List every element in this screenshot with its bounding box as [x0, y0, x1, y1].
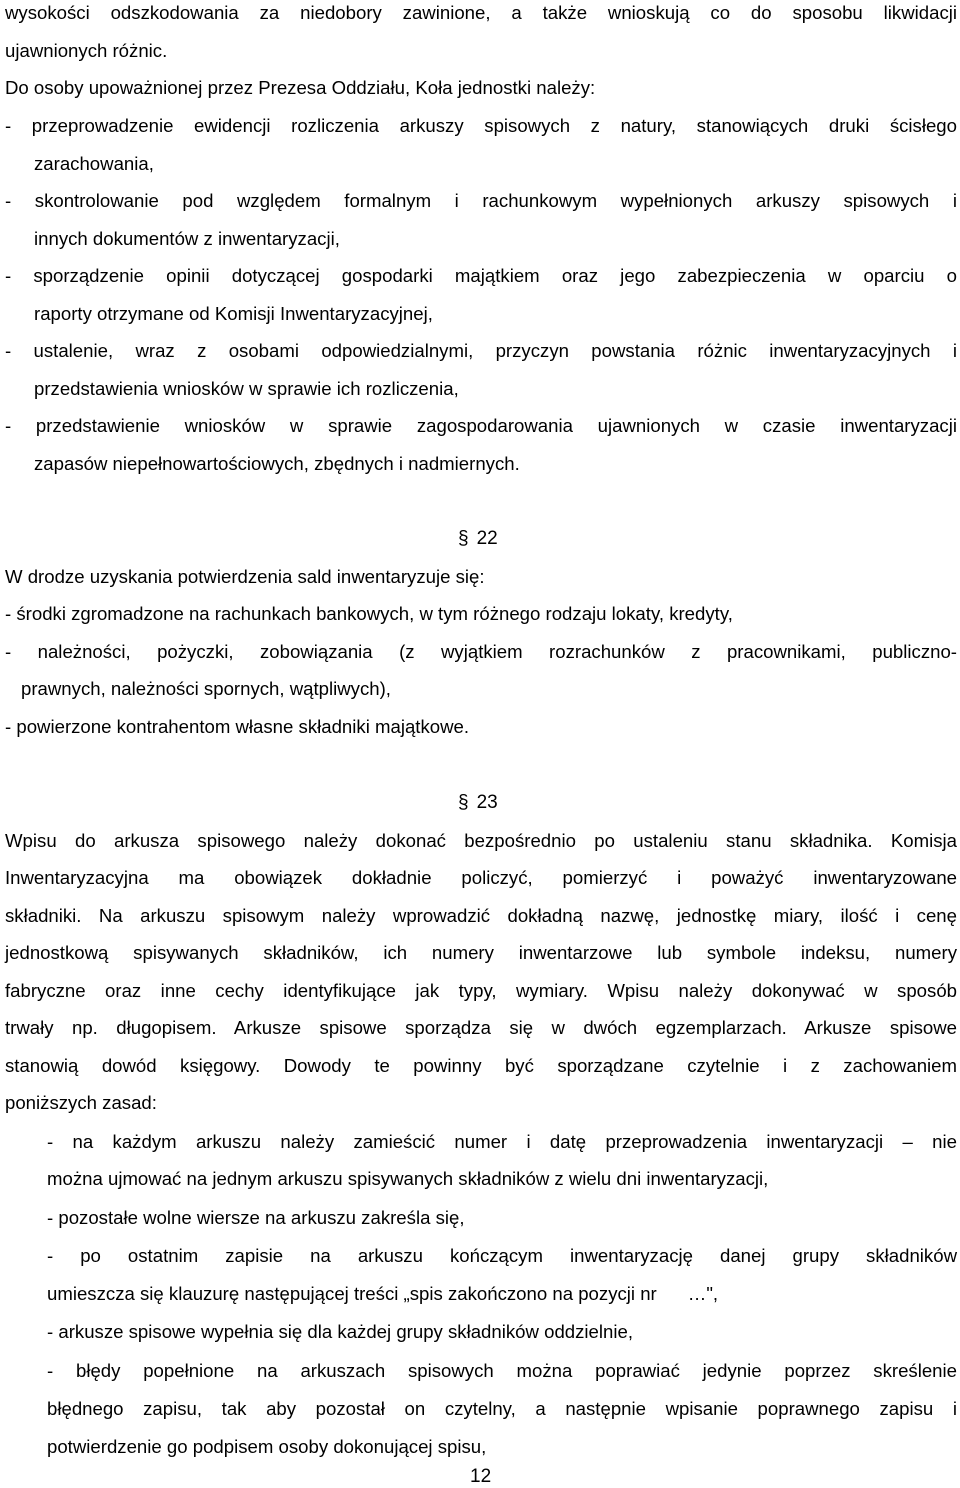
list-item: - należności, pożyczki, zobowiązania (z wyjątkiem rozrachunków z pracownikami, publiczno-	[5, 641, 957, 662]
paragraph-line: trwały np. długopisem. Arkusze spisowe sporządza się w dwóch egzemplarzach. Arkusze spisowe	[5, 1017, 957, 1038]
list-item: - po ostatnim zapisie na arkuszu kończącym inwentaryzację danej grupy składników	[47, 1245, 957, 1266]
list-item: - środki zgromadzone na rachunkach bankowych, w tym różnego rodzaju lokaty, kredyty,	[5, 603, 733, 624]
paragraph-line: fabryczne oraz inne cechy identyfikujące jak typy, wymiary. Wpisu należy dokonywać w sposób	[5, 980, 957, 1001]
section-heading-23	[458, 791, 498, 815]
paragraph-line: Inwentaryzacyjna ma obowiązek dokładnie policzyć, pomierzyć i poważyć inwentaryzowane	[5, 867, 957, 888]
list-item: - arkusze spisowe wypełnia się dla każdej grupy składników oddzielnie,	[47, 1321, 634, 1342]
list-item-continuation: innych dokumentów z inwentaryzacji,	[34, 228, 340, 249]
list-item: - przeprowadzenie ewidencji rozliczenia arkuszy spisowych z natury, stanowiących druki ścisłego	[5, 115, 957, 136]
section-symbol: §	[458, 792, 469, 813]
list-item-continuation: można ujmować na jednym arkuszu spisywanych składników z wielu dni inwentaryzacji,	[47, 1168, 769, 1189]
list-item-continuation: zapasów niepełnowartościowych, zbędnych i nadmiernych.	[34, 453, 520, 474]
paragraph-line: poniższych zasad:	[5, 1092, 157, 1113]
paragraph-line: składniki. Na arkuszu spisowym należy wprowadzić dokładną nazwę, jednostkę miary, ilość i cenę	[5, 905, 957, 926]
paragraph-line: ujawnionych różnic.	[5, 40, 168, 61]
list-item-continuation: zarachowania,	[34, 153, 154, 174]
list-item: - na każdym arkuszu należy zamieścić numer i datę przeprowadzenia inwentaryzacji – nie	[47, 1131, 957, 1152]
list-item-continuation: umieszcza się klauzurę następującej treści „spis zakończono na pozycji nr …",	[47, 1283, 719, 1304]
list-item: - skontrolowanie pod względem formalnym i rachunkowym wypełnionych arkuszy spisowych i	[5, 190, 957, 211]
list-item-continuation: przedstawienia wniosków w sprawie ich rozliczenia,	[34, 378, 459, 399]
paragraph-line: wysokości odszkodowania za niedobory zawinione, a także wnioskują co do sposobu likwidacji	[5, 2, 957, 23]
page-number: 12	[470, 1466, 492, 1487]
section-symbol: §	[458, 528, 469, 549]
list-item: - ustalenie, wraz z osobami odpowiedzialnymi, przyczyn powstania różnic inwentaryzacyjnych i	[5, 340, 957, 361]
paragraph-line: stanowią dowód księgowy. Dowody te powinny być sporządzane czytelnie i z zachowaniem	[5, 1055, 957, 1076]
list-item-continuation: błędnego zapisu, tak aby pozostał on czytelny, a następnie wpisanie poprawnego zapisu i	[47, 1398, 957, 1419]
section-number: 22	[476, 528, 498, 549]
paragraph-line: Do osoby upoważnionej przez Prezesa Oddziału, Koła jednostki należy:	[5, 77, 596, 98]
paragraph-line: W drodze uzyskania potwierdzenia sald inwentaryzuje się:	[5, 566, 485, 587]
list-item-continuation: prawnych, należności spornych, wątpliwych),	[21, 678, 391, 699]
list-item: - sporządzenie opinii dotyczącej gospodarki majątkiem oraz jego zabezpieczenia w oparciu o	[5, 265, 957, 286]
paragraph-line: jednostkową spisywanych składników, ich numery inwentarzowe lub symbole indeksu, numery	[5, 942, 957, 963]
paragraph-line: Wpisu do arkusza spisowego należy dokonać bezpośrednio po ustaleniu stanu składnika. Komisja	[5, 830, 957, 851]
list-item: - przedstawienie wniosków w sprawie zagospodarowania ujawnionych w czasie inwentaryzacji	[5, 415, 957, 436]
section-heading-22	[458, 527, 498, 551]
list-item: - pozostałe wolne wiersze na arkuszu zakreśla się,	[47, 1207, 465, 1228]
list-item-continuation: raporty otrzymane od Komisji Inwentaryzacyjnej,	[34, 303, 433, 324]
list-item-continuation: potwierdzenie go podpisem osoby dokonującej spisu,	[47, 1436, 487, 1457]
section-number: 23	[476, 792, 498, 813]
list-item: - błędy popełnione na arkuszach spisowych można poprawiać jedynie poprzez skreślenie	[47, 1360, 957, 1381]
list-item: - powierzone kontrahentom własne składniki majątkowe.	[5, 716, 470, 737]
